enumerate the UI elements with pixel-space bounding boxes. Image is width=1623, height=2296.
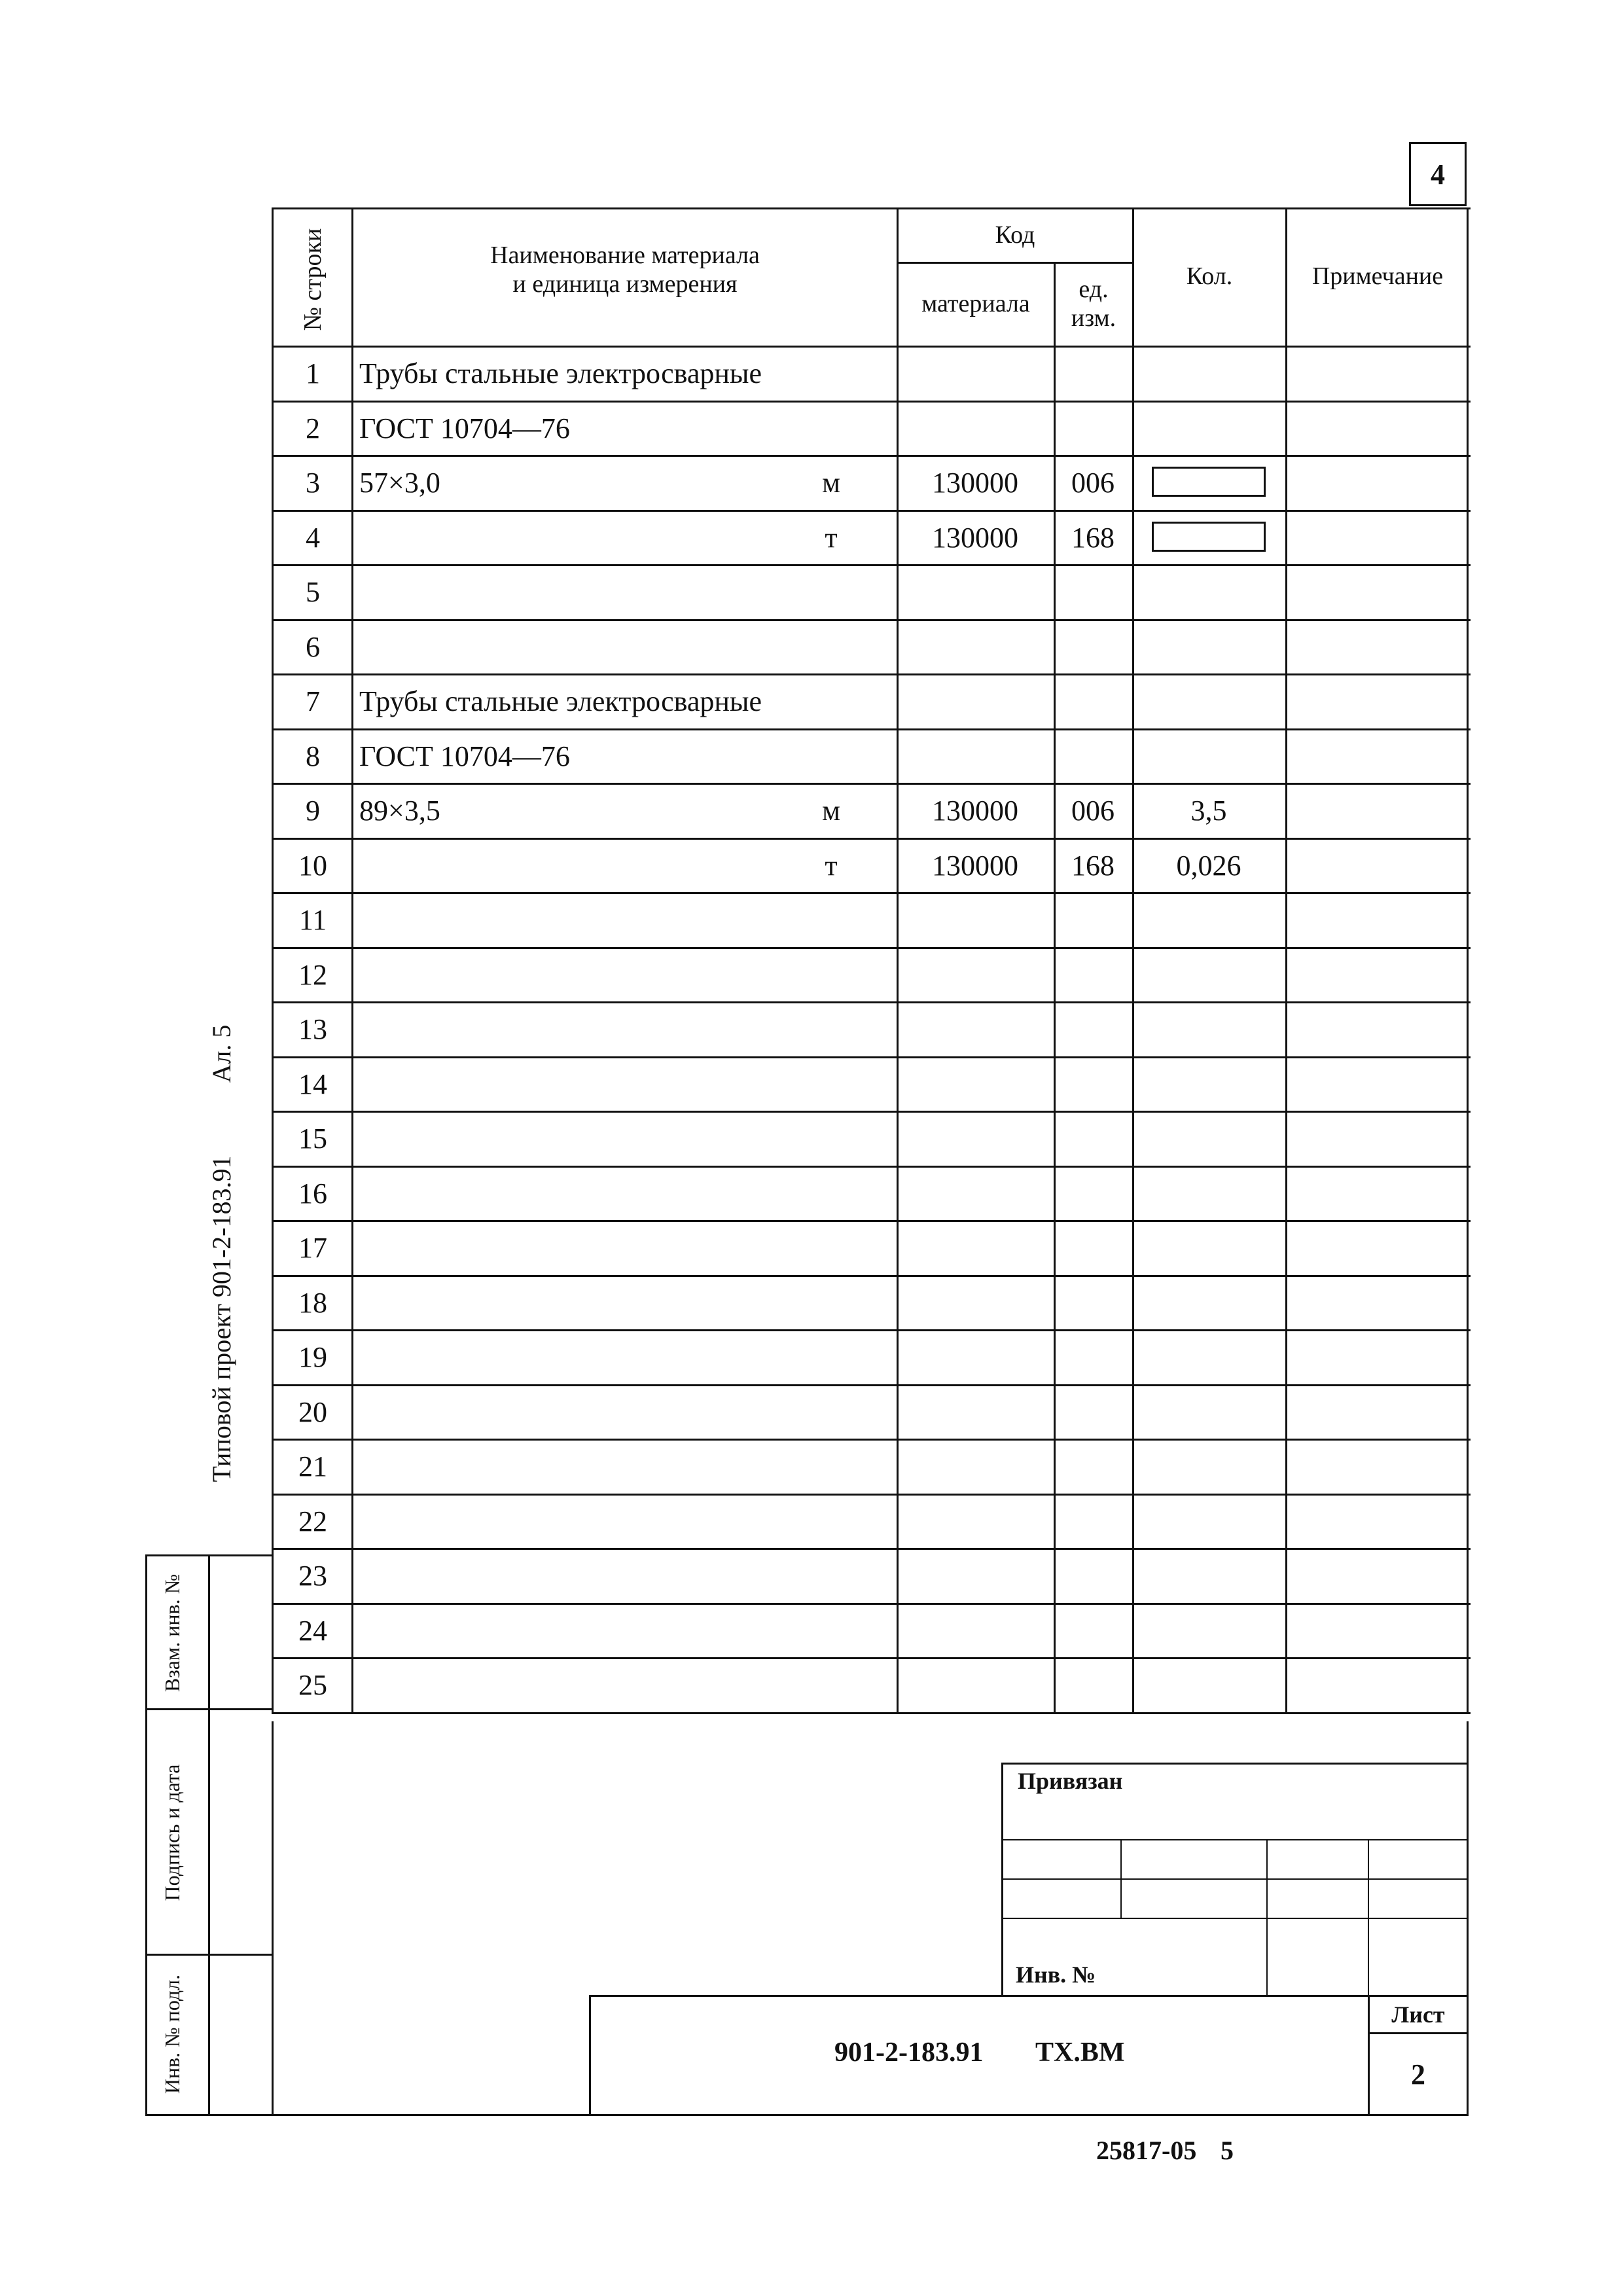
row-border <box>272 1548 1471 1550</box>
row-name: Трубы стальные электросварные <box>359 685 762 718</box>
sheet-bottom-border <box>145 2114 1469 2116</box>
qty-entry-box <box>1152 522 1266 552</box>
stamp-mid-border <box>208 1554 210 2114</box>
row-number: 21 <box>298 1450 327 1483</box>
privyazan-label: Привязан <box>1018 1768 1123 1794</box>
row-name: 89×3,5 <box>359 795 440 827</box>
row-number: 7 <box>306 685 320 718</box>
sheet-left-border-lower <box>272 1721 274 2116</box>
row-code-unit: 006 <box>1071 795 1115 827</box>
row-number: 15 <box>298 1122 327 1155</box>
row-border <box>272 1001 1471 1003</box>
row-border <box>272 1712 1471 1714</box>
list-number: 2 <box>1411 2058 1425 2090</box>
row-number: 16 <box>298 1177 327 1210</box>
privyazan-vline-3 <box>1368 1839 1369 1995</box>
row-border <box>272 1494 1471 1496</box>
header-code-unit <box>1055 265 1132 344</box>
row-border <box>272 1603 1471 1605</box>
privyazan-line-3 <box>1001 1918 1469 1919</box>
row-border <box>272 947 1471 949</box>
privyazan-line-1 <box>1001 1839 1469 1840</box>
header-name <box>353 241 897 300</box>
header-note: Примечание <box>1311 262 1444 290</box>
row-border <box>272 1275 1471 1277</box>
row-number: 8 <box>306 740 320 772</box>
header-code: Код <box>995 221 1035 249</box>
sheet-corner-number: 4 <box>1409 142 1467 206</box>
privyazan-line-2 <box>1001 1878 1469 1880</box>
privyazan-top <box>1001 1763 1469 1765</box>
stamp-divider-2 <box>145 1954 272 1956</box>
header-name-line1: Наименование материала <box>490 242 760 270</box>
row-number: 18 <box>298 1286 327 1319</box>
table-right-border <box>1467 207 1469 1714</box>
row-number: 17 <box>298 1232 327 1265</box>
row-unit: т <box>825 849 838 882</box>
row-border <box>272 1111 1471 1113</box>
row-number: 3 <box>306 467 320 499</box>
row-number: 12 <box>298 958 327 991</box>
row-border <box>272 892 1471 894</box>
row-code-material: 130000 <box>932 467 1018 499</box>
row-border <box>272 838 1471 840</box>
stamp-divider-1 <box>145 1708 272 1710</box>
header-code-unit-line2: изм. <box>1071 304 1116 332</box>
col-divider-qty <box>1132 207 1134 1712</box>
doc-mark: ТХ.ВМ <box>1035 2037 1125 2068</box>
footer-code: 25817-05 <box>1096 2136 1197 2165</box>
stamp-left-border <box>145 1554 147 2114</box>
header-code-divider <box>897 262 1132 264</box>
row-number: 5 <box>306 576 320 609</box>
footer-page: 5 <box>1221 2136 1234 2165</box>
row-code-material: 130000 <box>932 795 1018 827</box>
header-row-number: № строки <box>299 228 327 331</box>
row-number: 23 <box>298 1560 327 1592</box>
stamp-vzam-label: Взам. инв. № <box>160 1573 184 1693</box>
row-unit: м <box>822 467 840 499</box>
row-number: 10 <box>298 849 327 882</box>
row-code-material: 130000 <box>932 849 1018 882</box>
col-divider-material <box>897 207 899 1712</box>
row-number: 13 <box>298 1013 327 1046</box>
stamp-top-border <box>145 1554 272 1556</box>
row-number: 24 <box>298 1614 327 1647</box>
row-border <box>272 1384 1471 1386</box>
row-code-unit: 168 <box>1071 521 1115 554</box>
privyazan-vline-1 <box>1120 1839 1122 1918</box>
row-name: Трубы стальные электросварные <box>359 357 762 390</box>
row-border <box>272 1166 1471 1168</box>
row-border <box>272 1329 1471 1331</box>
row-qty: 3,5 <box>1190 795 1227 827</box>
header-qty: Кол. <box>1186 262 1233 290</box>
row-unit: т <box>825 521 838 554</box>
row-number: 2 <box>306 412 320 444</box>
row-border <box>272 1056 1471 1058</box>
row-number: 1 <box>306 357 320 390</box>
header-code-material: материала <box>921 290 1030 318</box>
row-number: 6 <box>306 630 320 663</box>
row-border <box>272 564 1471 566</box>
stamp-inv-podl-label: Инв. № подл. <box>160 1974 184 2094</box>
stamp-main-top <box>589 1995 1469 1997</box>
row-number: 14 <box>298 1067 327 1100</box>
header-name-line2: и единица измерения <box>512 270 738 298</box>
privyazan-vline-2 <box>1266 1839 1268 1995</box>
row-name: 57×3,0 <box>359 467 440 499</box>
row-border <box>272 1439 1471 1441</box>
row-name: ГОСТ 10704—76 <box>359 412 570 444</box>
row-number: 19 <box>298 1341 327 1374</box>
stamp-podpis-label: Подпись и дата <box>160 1764 184 1901</box>
list-label: Лист <box>1391 2001 1445 2028</box>
header-code-unit-line1: ед. <box>1079 276 1109 304</box>
stamp-main-left <box>589 1995 591 2116</box>
row-border <box>272 510 1471 512</box>
row-number: 22 <box>298 1505 327 1537</box>
row-unit: м <box>822 795 840 827</box>
row-border <box>272 619 1471 621</box>
row-number: 11 <box>298 904 327 937</box>
inv-no-label: Инв. № <box>1016 1962 1096 1988</box>
qty-entry-box <box>1152 467 1266 497</box>
row-code-unit: 006 <box>1071 467 1115 499</box>
row-border <box>272 1657 1471 1659</box>
row-name: ГОСТ 10704—76 <box>359 740 570 772</box>
side-project-title: Типовой проект 901-2-183.91 <box>207 1155 236 1482</box>
row-qty: 0,026 <box>1176 849 1241 882</box>
row-number: 9 <box>306 795 320 827</box>
doc-code: 901-2-183.91 <box>834 2037 984 2068</box>
row-border <box>272 1220 1471 1222</box>
row-code-material: 130000 <box>932 521 1018 554</box>
row-number: 20 <box>298 1395 327 1428</box>
row-number: 25 <box>298 1669 327 1702</box>
row-number: 4 <box>306 521 320 554</box>
col-divider-note <box>1285 207 1287 1712</box>
side-album: Ал. 5 <box>207 1024 236 1083</box>
row-code-unit: 168 <box>1071 849 1115 882</box>
